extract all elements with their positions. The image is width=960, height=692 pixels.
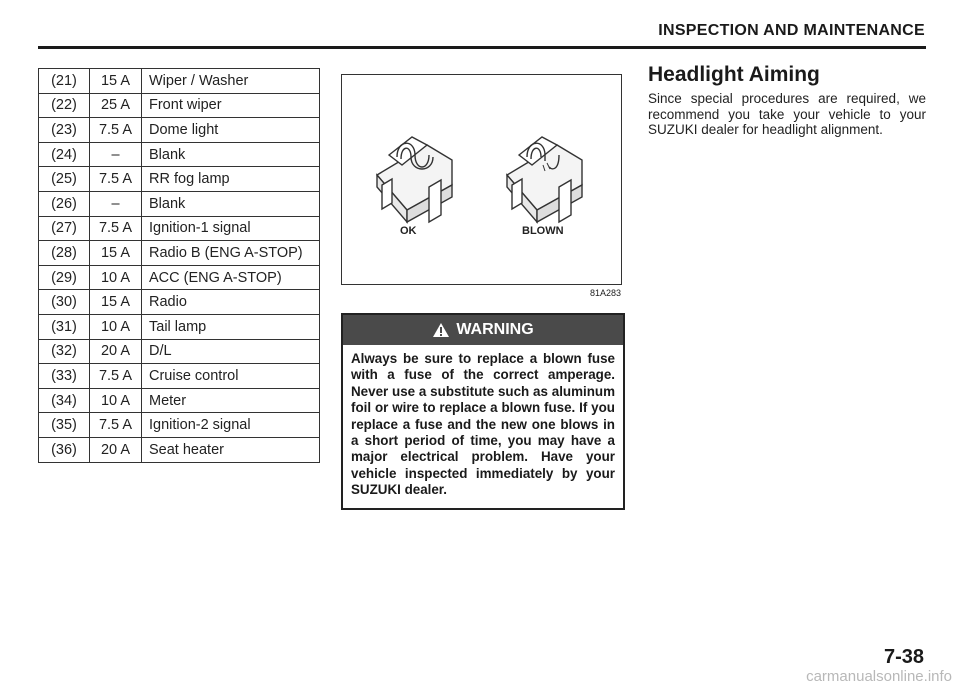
fuse-number-cell: (21) xyxy=(39,69,90,94)
fuse-description-cell: Radio xyxy=(142,290,320,315)
table-row xyxy=(39,142,320,167)
illustration-code: 81A283 xyxy=(589,288,621,298)
fuse-description-cell: Blank xyxy=(142,191,320,216)
warning-title: WARNING xyxy=(456,321,534,338)
fuse-description-cell: Blank xyxy=(142,142,320,167)
fuse-number-cell: (29) xyxy=(39,265,90,290)
table-row xyxy=(39,314,320,339)
table-row xyxy=(39,290,320,315)
fuse-number-cell: (31) xyxy=(39,314,90,339)
fuse-amperage-cell: 7.5 A xyxy=(90,413,142,438)
page-header-title: INSPECTION AND MAINTENANCE xyxy=(658,22,925,39)
table-row xyxy=(39,265,320,290)
fuse-illustration xyxy=(341,74,622,285)
table-row xyxy=(39,437,320,462)
fuse-amperage-cell: 20 A xyxy=(90,339,142,364)
fuse-amperage-cell: 7.5 A xyxy=(90,167,142,192)
fuse-description-cell: Wiper / Washer xyxy=(142,69,320,94)
fuse-amperage-cell: 25 A xyxy=(90,93,142,118)
fuse-number-cell: (33) xyxy=(39,364,90,389)
fuse-number-cell: (27) xyxy=(39,216,90,241)
fuse-description-cell: Dome light xyxy=(142,118,320,143)
warning-box xyxy=(341,313,625,510)
table-row xyxy=(39,364,320,389)
fuse-blown-icon xyxy=(507,137,582,222)
fuse-description-cell: D/L xyxy=(142,339,320,364)
fuse-number-cell: (23) xyxy=(39,118,90,143)
table-row xyxy=(39,413,320,438)
fuse-amperage-cell: 15 A xyxy=(90,290,142,315)
page-number: 7-38 xyxy=(883,646,924,668)
fuse-amperage-cell: – xyxy=(90,142,142,167)
fuse-description-cell: Ignition-2 signal xyxy=(142,413,320,438)
label-blown: BLOWN xyxy=(522,225,564,237)
table-row xyxy=(39,216,320,241)
fuse-description-cell: RR fog lamp xyxy=(142,167,320,192)
fuse-number-cell: (24) xyxy=(39,142,90,167)
fuse-description-cell: ACC (ENG A-STOP) xyxy=(142,265,320,290)
fuse-number-cell: (28) xyxy=(39,241,90,266)
fuse-number-cell: (36) xyxy=(39,437,90,462)
label-ok: OK xyxy=(400,225,417,237)
fuse-description-cell: Cruise control xyxy=(142,364,320,389)
table-row xyxy=(39,388,320,413)
fuse-amperage-cell: 15 A xyxy=(90,241,142,266)
section-body: Since special procedures are required, we recommend you take your vehicle to your SUZUKI dealer for headlight alignment. xyxy=(648,91,926,137)
fuse-number-cell: (32) xyxy=(39,339,90,364)
fuse-amperage-cell: – xyxy=(90,191,142,216)
fuse-number-cell: (35) xyxy=(39,413,90,438)
warning-header xyxy=(343,315,623,345)
fuse-number-cell: (25) xyxy=(39,167,90,192)
fuse-description-cell: Ignition-1 signal xyxy=(142,216,320,241)
fuse-description-cell: Tail lamp xyxy=(142,314,320,339)
fuse-amperage-cell: 10 A xyxy=(90,314,142,339)
fuse-amperage-cell: 10 A xyxy=(90,388,142,413)
table-row xyxy=(39,93,320,118)
fuse-amperage-cell: 20 A xyxy=(90,437,142,462)
fuse-amperage-cell: 7.5 A xyxy=(90,216,142,241)
table-row xyxy=(39,167,320,192)
warning-text: Always be sure to replace a blown fuse with a fuse of the correct amperage. Never use a substitute such as aluminum foil or wire to replace a blown fuse. If you replace a fuse and the new one blows in a short period of time, you may have a major electrical problem. Have your vehicle inspected immediately by your SUZUKI dealer. xyxy=(351,351,615,498)
table-row xyxy=(39,69,320,94)
table-row xyxy=(39,118,320,143)
fuse-ok-icon xyxy=(377,137,452,222)
fuse-number-cell: (34) xyxy=(39,388,90,413)
fuse-table xyxy=(38,68,320,463)
fuse-amperage-cell: 15 A xyxy=(90,69,142,94)
fuse-number-cell: (30) xyxy=(39,290,90,315)
fuse-amperage-cell: 7.5 A xyxy=(90,118,142,143)
fuse-drawing xyxy=(342,75,623,286)
fuse-amperage-cell: 7.5 A xyxy=(90,364,142,389)
fuse-description-cell: Meter xyxy=(142,388,320,413)
fuse-description-cell: Seat heater xyxy=(142,437,320,462)
warning-triangle-icon xyxy=(432,322,450,338)
table-row xyxy=(39,191,320,216)
table-row xyxy=(39,241,320,266)
section-title: Headlight Aiming xyxy=(648,63,820,86)
fuse-description-cell: Radio B (ENG A-STOP) xyxy=(142,241,320,266)
fuse-amperage-cell: 10 A xyxy=(90,265,142,290)
header-rule xyxy=(38,46,926,49)
fuse-description-cell: Front wiper xyxy=(142,93,320,118)
fuse-number-cell: (22) xyxy=(39,93,90,118)
table-row xyxy=(39,339,320,364)
watermark: carmanualsonline.info xyxy=(806,668,952,685)
fuse-number-cell: (26) xyxy=(39,191,90,216)
